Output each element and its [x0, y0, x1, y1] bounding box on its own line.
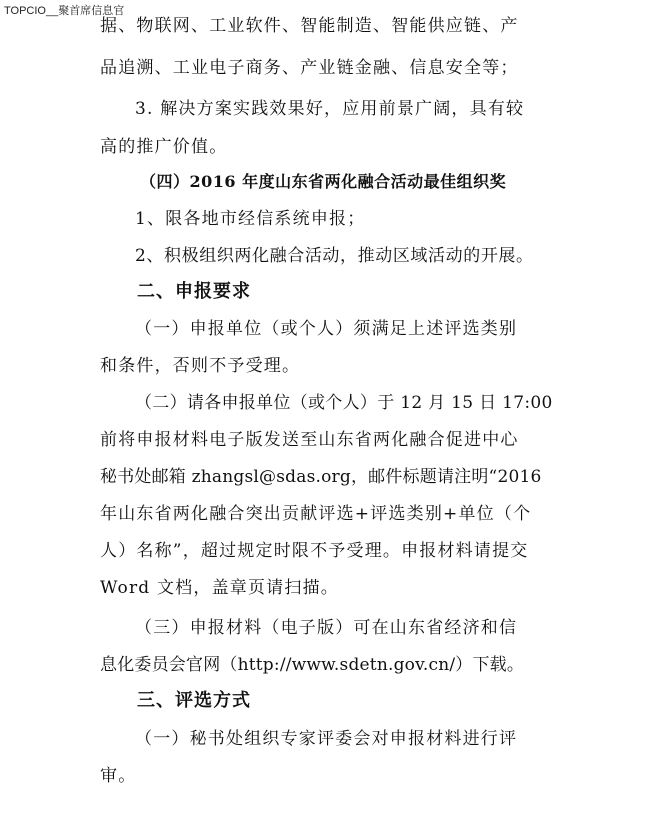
source-watermark: TOPCIO__聚首席信息官	[4, 5, 125, 17]
award-item-1: 1、限各地市经信系统申报；	[135, 209, 366, 229]
body-line: 和条件，否则不予受理。	[100, 356, 301, 376]
body-line: 年山东省两化融合突出贡献评选+评选类别+单位（个	[100, 504, 532, 524]
requirement-2: （二）请各申报单位（或个人）于 12 月 15 日 17:00	[135, 393, 553, 413]
body-line: 前将申报材料电子版发送至山东省两化融合促进中心	[100, 430, 519, 450]
criteria-item-3: 3. 解决方案实践效果好，应用前景广阔，具有较	[135, 99, 525, 119]
body-line: 秘书处邮箱 zhangsl@sdas.org，邮件标题请注明“2016	[100, 467, 542, 487]
award-heading: （四）2016 年度山东省两化融合活动最佳组织奖	[140, 172, 507, 191]
body-line: 人）名称”，超过规定时限不予受理。申报材料请提交	[100, 541, 529, 561]
selection-step-1: （一）秘书处组织专家评委会对申报材料进行评	[135, 729, 518, 749]
body-line: 审。	[100, 766, 137, 786]
requirement-1: （一）申报单位（或个人）须满足上述评选类别	[135, 319, 518, 339]
body-line: 品追溯、工业电子商务、产业链金融、信息安全等；	[100, 58, 519, 78]
section-heading-selection: 三、评选方式	[137, 690, 251, 711]
requirement-3: （三）申报材料（电子版）可在山东省经济和信	[135, 618, 518, 638]
body-line: Word 文档，盖章页请扫描。	[100, 578, 339, 598]
section-heading-requirements: 二、申报要求	[137, 281, 251, 302]
body-line: 高的推广价值。	[100, 137, 228, 157]
body-line: 息化委员会官网（http://www.sdetn.gov.cn/）下载。	[100, 655, 525, 675]
body-line: 据、物联网、工业软件、智能制造、智能供应链、产	[100, 16, 519, 36]
award-item-2: 2、积极组织两化融合活动，推动区域活动的开展。	[135, 246, 534, 266]
